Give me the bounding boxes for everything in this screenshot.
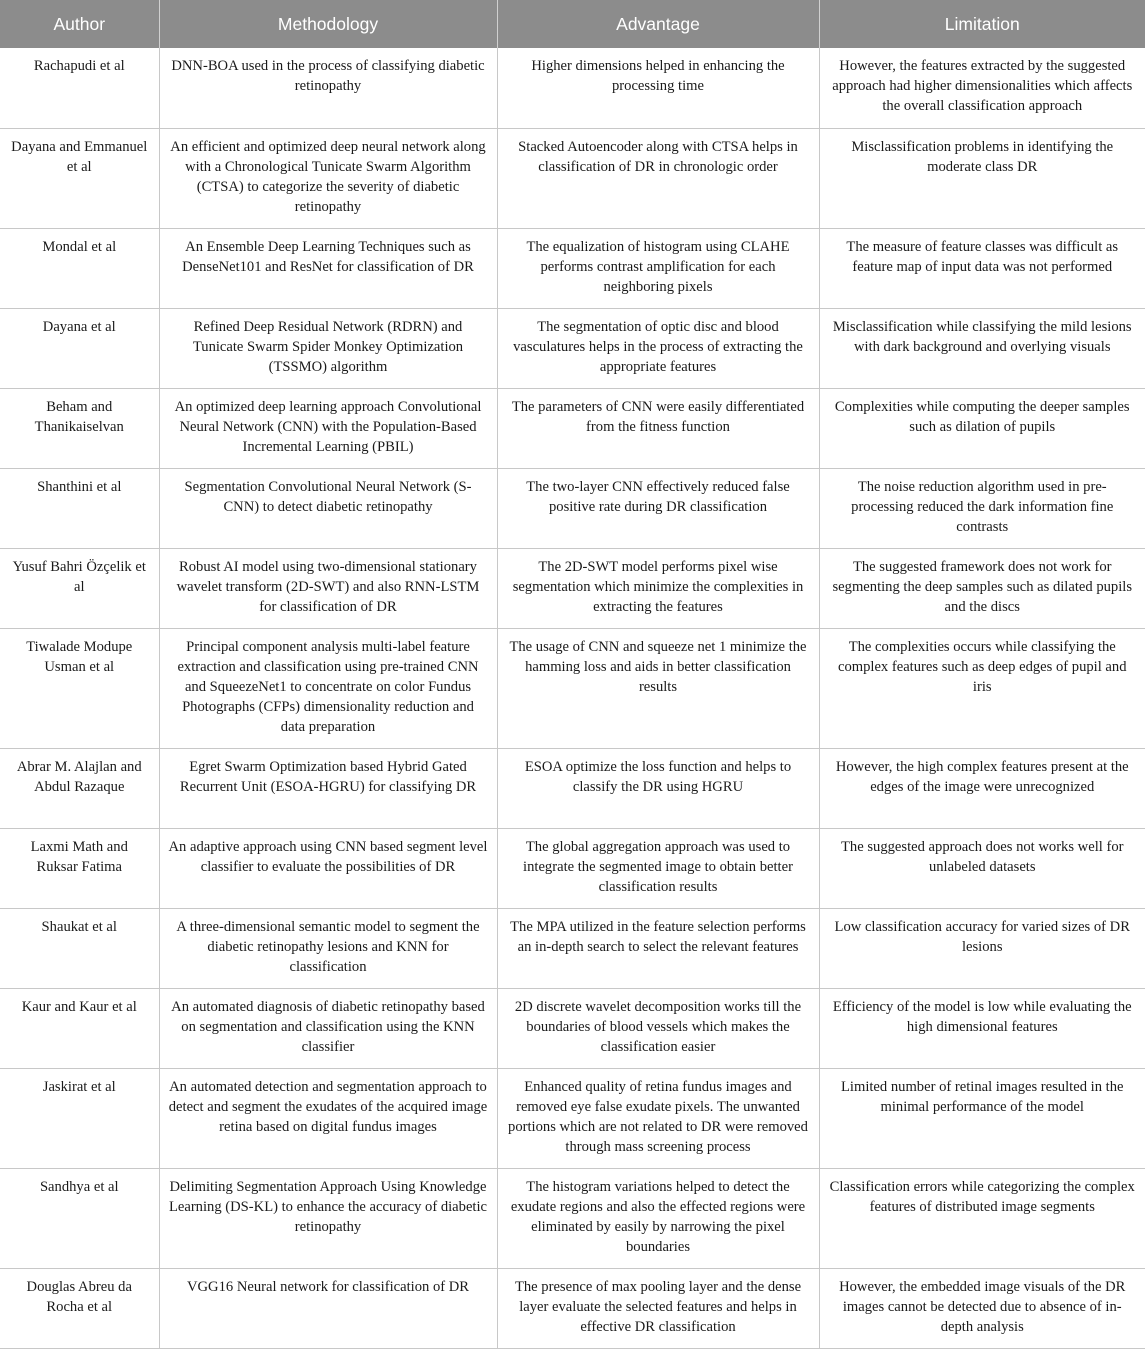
methodology-cell: An automated detection and segmentation approach to detect and segment the exudates of the acquired image retina based on digital fundus images bbox=[159, 1068, 497, 1168]
author-cell: Sandhya et al bbox=[0, 1168, 159, 1268]
table-row bbox=[0, 628, 1145, 748]
advantage-cell: The two-layer CNN effectively reduced false positive rate during DR classification bbox=[497, 468, 819, 548]
advantage-cell: ESOA optimize the loss function and helps to classify the DR using HGRU bbox=[497, 748, 819, 828]
table-row bbox=[0, 308, 1145, 388]
table-row bbox=[0, 48, 1145, 128]
author-cell: Dayana and Emmanuel et al bbox=[0, 128, 159, 228]
methodology-cell: DNN-BOA used in the process of classifying diabetic retinopathy bbox=[159, 48, 497, 128]
author-cell: Mondal et al bbox=[0, 228, 159, 308]
methodology-cell: A three-dimensional semantic model to segment the diabetic retinopathy lesions and KNN for classification bbox=[159, 908, 497, 988]
methodology-cell: Segmentation Convolutional Neural Network (S-CNN) to detect diabetic retinopathy bbox=[159, 468, 497, 548]
header-methodology: Methodology bbox=[159, 0, 497, 48]
limitation-cell: The suggested approach does not works well for unlabeled datasets bbox=[819, 828, 1145, 908]
advantage-cell: The segmentation of optic disc and blood vasculatures helps in the process of extracting the appropriate features bbox=[497, 308, 819, 388]
header-author: Author bbox=[0, 0, 159, 48]
table-row bbox=[0, 748, 1145, 828]
advantage-cell: The equalization of histogram using CLAHE performs contrast amplification for each neighboring pixels bbox=[497, 228, 819, 308]
advantage-cell: The 2D-SWT model performs pixel wise segmentation which minimize the complexities in extracting the features bbox=[497, 548, 819, 628]
limitation-cell: Misclassification problems in identifying the moderate class DR bbox=[819, 128, 1145, 228]
advantage-cell: The presence of max pooling layer and the dense layer evaluate the selected features and helps in effective DR classification bbox=[497, 1268, 819, 1348]
table-row bbox=[0, 468, 1145, 548]
advantage-cell: The usage of CNN and squeeze net 1 minimize the hamming loss and aids in better classification results bbox=[497, 628, 819, 748]
methodology-cell: Robust AI model using two-dimensional stationary wavelet transform (2D-SWT) and also RNN-LSTM for classification of DR bbox=[159, 548, 497, 628]
author-cell: Shaukat et al bbox=[0, 908, 159, 988]
author-cell: Shanthini et al bbox=[0, 468, 159, 548]
table-row bbox=[0, 828, 1145, 908]
header-advantage: Advantage bbox=[497, 0, 819, 48]
advantage-cell: 2D discrete wavelet decomposition works till the boundaries of blood vessels which makes the classification easier bbox=[497, 988, 819, 1068]
methodology-cell: Delimiting Segmentation Approach Using Knowledge Learning (DS-KL) to enhance the accuracy of diabetic retinopathy bbox=[159, 1168, 497, 1268]
limitation-cell: Limited number of retinal images resulted in the minimal performance of the model bbox=[819, 1068, 1145, 1168]
table-row bbox=[0, 228, 1145, 308]
methodology-cell: Egret Swarm Optimization based Hybrid Gated Recurrent Unit (ESOA-HGRU) for classifying DR bbox=[159, 748, 497, 828]
table-row bbox=[0, 1168, 1145, 1268]
limitation-cell: However, the embedded image visuals of the DR images cannot be detected due to absence of in-depth analysis bbox=[819, 1268, 1145, 1348]
limitation-cell: Misclassification while classifying the mild lesions with dark background and overlying visuals bbox=[819, 308, 1145, 388]
limitation-cell: The noise reduction algorithm used in pre-processing reduced the dark information fine contrasts bbox=[819, 468, 1145, 548]
author-cell: Tiwalade Modupe Usman et al bbox=[0, 628, 159, 748]
author-cell: Rachapudi et al bbox=[0, 48, 159, 128]
limitation-cell: The complexities occurs while classifying the complex features such as deep edges of pupil and iris bbox=[819, 628, 1145, 748]
table-row bbox=[0, 908, 1145, 988]
methodology-cell: An automated diagnosis of diabetic retinopathy based on segmentation and classification using the KNN classifier bbox=[159, 988, 497, 1068]
table-body bbox=[0, 48, 1145, 1348]
limitation-cell: Low classification accuracy for varied sizes of DR lesions bbox=[819, 908, 1145, 988]
author-cell: Jaskirat et al bbox=[0, 1068, 159, 1168]
table-row bbox=[0, 548, 1145, 628]
methodology-cell: Principal component analysis multi-label feature extraction and classification using pre-trained CNN and SqueezeNet1 to concentrate on color Fundus Photographs (CFPs) dimensionality reduction and data preparation bbox=[159, 628, 497, 748]
header-limitation: Limitation bbox=[819, 0, 1145, 48]
table-row bbox=[0, 388, 1145, 468]
author-cell: Abrar M. Alajlan and Abdul Razaque bbox=[0, 748, 159, 828]
table-row bbox=[0, 1268, 1145, 1348]
author-cell: Dayana et al bbox=[0, 308, 159, 388]
advantage-cell: The parameters of CNN were easily differentiated from the fitness function bbox=[497, 388, 819, 468]
methodology-cell: An adaptive approach using CNN based segment level classifier to evaluate the possibilities of DR bbox=[159, 828, 497, 908]
limitation-cell: However, the high complex features present at the edges of the image were unrecognized bbox=[819, 748, 1145, 828]
author-cell: Yusuf Bahri Özçelik et al bbox=[0, 548, 159, 628]
advantage-cell: Enhanced quality of retina fundus images and removed eye false exudate pixels. The unwanted portions which are not related to DR were removed through mass screening process bbox=[497, 1068, 819, 1168]
author-cell: Douglas Abreu da Rocha et al bbox=[0, 1268, 159, 1348]
limitation-cell: The measure of feature classes was difficult as feature map of input data was not performed bbox=[819, 228, 1145, 308]
advantage-cell: Higher dimensions helped in enhancing the processing time bbox=[497, 48, 819, 128]
methodology-cell: An efficient and optimized deep neural network along with a Chronological Tunicate Swarm Algorithm (CTSA) to categorize the severity of diabetic retinopathy bbox=[159, 128, 497, 228]
limitation-cell: Efficiency of the model is low while evaluating the high dimensional features bbox=[819, 988, 1145, 1068]
table-header bbox=[0, 0, 1145, 48]
advantage-cell: The MPA utilized in the feature selection performs an in-depth search to select the relevant features bbox=[497, 908, 819, 988]
methodology-cell: An optimized deep learning approach Convolutional Neural Network (CNN) with the Population-Based Incremental Learning (PBIL) bbox=[159, 388, 497, 468]
methodology-cell: An Ensemble Deep Learning Techniques such as DenseNet101 and ResNet for classification of DR bbox=[159, 228, 497, 308]
limitation-cell: Classification errors while categorizing the complex features of distributed image segments bbox=[819, 1168, 1145, 1268]
methodology-cell: Refined Deep Residual Network (RDRN) and Tunicate Swarm Spider Monkey Optimization (TSSMO) algorithm bbox=[159, 308, 497, 388]
table-row bbox=[0, 988, 1145, 1068]
methodology-cell: VGG16 Neural network for classification of DR bbox=[159, 1268, 497, 1348]
table-row bbox=[0, 1068, 1145, 1168]
limitation-cell: Complexities while computing the deeper samples such as dilation of pupils bbox=[819, 388, 1145, 468]
author-cell: Laxmi Math and Ruksar Fatima bbox=[0, 828, 159, 908]
author-cell: Kaur and Kaur et al bbox=[0, 988, 159, 1068]
table-row bbox=[0, 128, 1145, 228]
advantage-cell: The global aggregation approach was used to integrate the segmented image to obtain better classification results bbox=[497, 828, 819, 908]
advantage-cell: Stacked Autoencoder along with CTSA helps in classification of DR in chronologic order bbox=[497, 128, 819, 228]
author-cell: Beham and Thanikaiselvan bbox=[0, 388, 159, 468]
limitation-cell: However, the features extracted by the suggested approach had higher dimensionalities which affects the overall classification approach bbox=[819, 48, 1145, 128]
advantage-cell: The histogram variations helped to detect the exudate regions and also the effected regions were eliminated by easily by narrowing the pixel boundaries bbox=[497, 1168, 819, 1268]
limitation-cell: The suggested framework does not work for segmenting the deep samples such as dilated pupils and the discs bbox=[819, 548, 1145, 628]
header-row bbox=[0, 0, 1145, 48]
